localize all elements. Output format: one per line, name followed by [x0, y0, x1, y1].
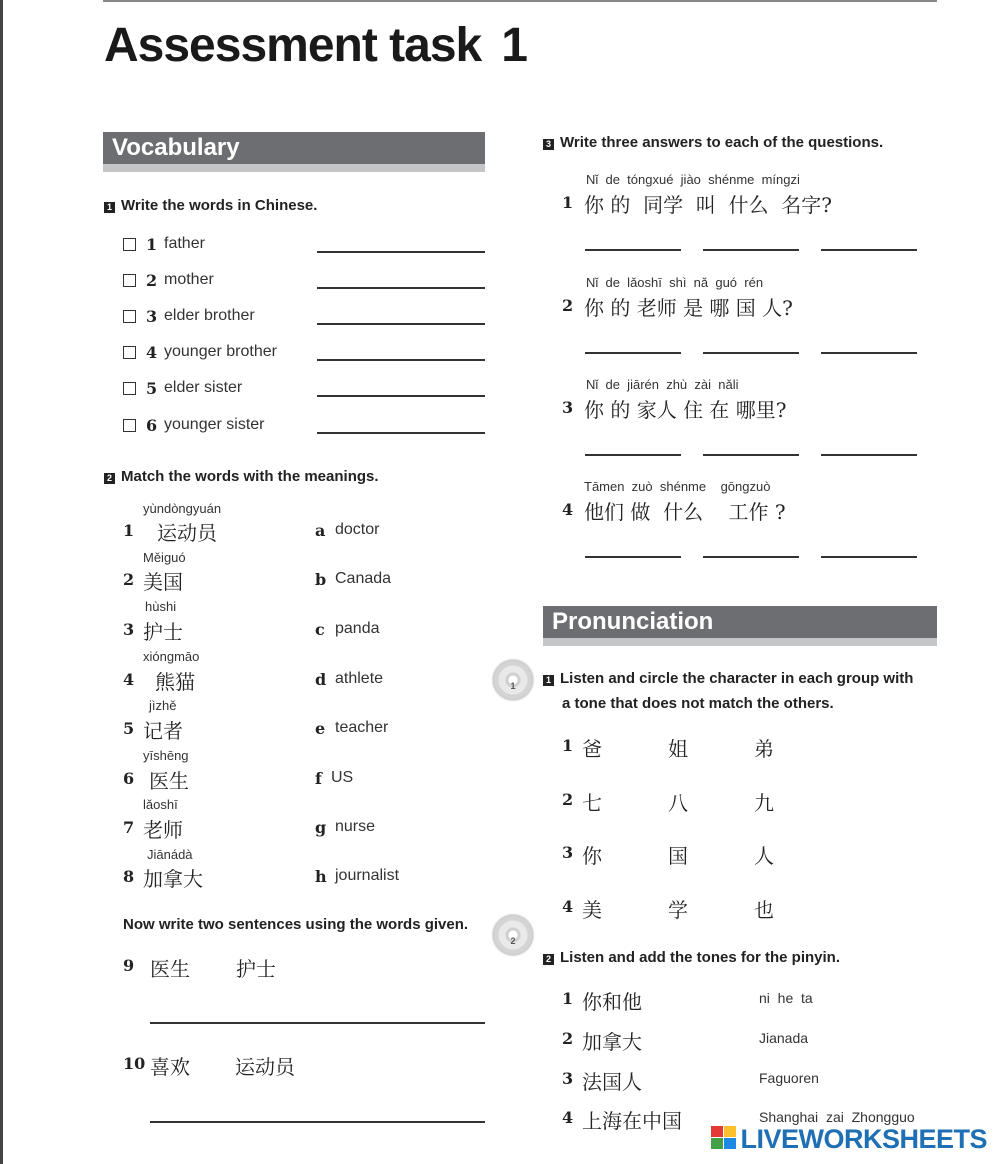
answer-line[interactable]: [703, 556, 799, 558]
character[interactable]: 七: [582, 791, 602, 815]
pinyin-field[interactable]: Jianada: [759, 1030, 809, 1046]
chinese-word: 加拿大: [582, 1030, 642, 1054]
answer-line[interactable]: [317, 323, 485, 325]
meaning[interactable]: Canada: [335, 570, 392, 587]
chinese-word: 上海在中国: [582, 1109, 682, 1133]
english-word: father: [164, 235, 205, 252]
chinese-word: 护士: [143, 620, 183, 644]
answer-line[interactable]: [703, 454, 799, 456]
chinese-word: 你和他: [582, 990, 642, 1014]
pinyin-field[interactable]: Faguoren: [759, 1070, 819, 1086]
answer-line[interactable]: [821, 352, 917, 354]
meaning[interactable]: athlete: [335, 670, 384, 687]
pronunciation-heading: Pronunciation: [543, 606, 937, 638]
page-edge-rule: [0, 0, 3, 1164]
character[interactable]: 人: [754, 844, 774, 868]
chinese-word: 医生: [149, 769, 189, 793]
page-title-text: Assessment task: [104, 19, 482, 72]
pinyin: Nǐ de lǎoshī shì nǎ guó rén: [586, 275, 764, 290]
answer-line[interactable]: [317, 395, 485, 397]
answer-line[interactable]: [703, 352, 799, 354]
pinyin: Nǐ de jiārén zhù zài nǎli: [586, 377, 739, 392]
checkbox[interactable]: [123, 274, 136, 287]
english-word: elder brother: [164, 307, 255, 324]
pron-q1-instruction: 1 Listen and circle the character in each group with: [543, 670, 913, 687]
pinyin: Nǐ de tóngxué jiào shénme míngzi: [586, 172, 800, 187]
english-word: elder sister: [164, 379, 243, 396]
answer-line[interactable]: [703, 249, 799, 251]
meaning[interactable]: teacher: [335, 719, 389, 736]
q3-instruction: 3 Write three answers to each of the questions.: [543, 134, 883, 151]
chinese-question: 你 的 老师 是 哪 国 人?: [584, 296, 793, 320]
task-number: 1: [501, 19, 527, 72]
pinyin: yùndòngyuán: [143, 501, 222, 516]
chinese-question: 他们 做 什么 工作 ?: [584, 500, 786, 524]
pinyin: yīshēng: [143, 748, 189, 763]
meaning[interactable]: US: [331, 769, 354, 786]
character[interactable]: 爸: [582, 737, 602, 761]
answer-line[interactable]: [585, 249, 681, 251]
answer-line[interactable]: [317, 359, 485, 361]
chinese-word: 加拿大: [143, 867, 203, 891]
meaning[interactable]: journalist: [335, 867, 400, 884]
meaning[interactable]: panda: [335, 620, 380, 637]
english-word: younger sister: [164, 416, 265, 433]
pron-q1-instruction-line2: a tone that does not match the others.: [562, 695, 834, 712]
pinyin-field[interactable]: Shanghai zai Zhongguo: [759, 1109, 915, 1125]
q2-instruction: 2 Match the words with the meanings.: [104, 468, 379, 485]
audio-track-2-icon[interactable]: 2: [493, 915, 533, 955]
character[interactable]: 弟: [754, 737, 774, 761]
answer-line[interactable]: [317, 432, 485, 434]
pinyin: xióngmāo: [143, 649, 200, 664]
answer-line[interactable]: [585, 556, 681, 558]
character[interactable]: 学: [668, 898, 688, 922]
english-word: mother: [164, 271, 214, 288]
answer-line[interactable]: [585, 454, 681, 456]
pinyin: hùshi: [145, 599, 177, 614]
pinyin: Jiānádà: [147, 847, 193, 862]
character[interactable]: 国: [668, 844, 688, 868]
chinese-question: 你 的 同学 叫 什么 名字?: [584, 193, 832, 217]
checkbox[interactable]: [123, 238, 136, 251]
character[interactable]: 九: [754, 791, 774, 815]
chinese-word: 运动员: [157, 521, 217, 545]
answer-line[interactable]: [821, 454, 917, 456]
sentence-9-line[interactable]: [150, 1022, 485, 1024]
character[interactable]: 美: [582, 898, 602, 922]
top-rule: [103, 0, 937, 2]
chinese-word: 记者: [143, 719, 183, 743]
vocabulary-heading: Vocabulary: [103, 132, 485, 164]
answer-line[interactable]: [585, 352, 681, 354]
q1-instruction: 1 Write the words in Chinese.: [104, 197, 317, 214]
answer-line[interactable]: [317, 287, 485, 289]
chinese-word: 美国: [143, 570, 183, 594]
chinese-word: 熊猫: [155, 670, 195, 694]
now-write-instruction: Now write two sentences using the words given.: [123, 916, 469, 933]
pinyin: Tāmen zuò shénme gōngzuò: [584, 479, 771, 494]
pronunciation-banner: [543, 606, 937, 646]
page-title: [104, 18, 527, 73]
english-word: younger brother: [164, 343, 277, 360]
character[interactable]: 姐: [668, 737, 688, 761]
pinyin: jìzhě: [149, 698, 177, 713]
sentence-10-line[interactable]: [150, 1121, 485, 1123]
pron-q2-instruction: 2 Listen and add the tones for the pinyin.: [543, 949, 840, 966]
liveworksheets-watermark: LIVEWORKSHEETS: [711, 1124, 987, 1155]
checkbox[interactable]: [123, 382, 136, 395]
meaning[interactable]: nurse: [335, 818, 376, 835]
checkbox[interactable]: [123, 346, 136, 359]
pinyin: lǎoshī: [143, 797, 178, 812]
answer-line[interactable]: [821, 249, 917, 251]
character[interactable]: 八: [668, 791, 688, 815]
pinyin-field[interactable]: ni he ta: [759, 990, 813, 1006]
character[interactable]: 也: [754, 898, 774, 922]
vocabulary-banner: [103, 132, 485, 172]
answer-line[interactable]: [821, 556, 917, 558]
meaning[interactable]: doctor: [335, 521, 380, 538]
liveworksheets-logo-icon: [711, 1126, 737, 1150]
chinese-word: 老师: [143, 818, 183, 842]
checkbox[interactable]: [123, 310, 136, 323]
pinyin: Měiguó: [143, 550, 186, 565]
chinese-word: 法国人: [582, 1070, 642, 1094]
checkbox[interactable]: [123, 419, 136, 432]
audio-track-1-icon[interactable]: 1: [493, 660, 533, 700]
answer-line[interactable]: [317, 251, 485, 253]
character[interactable]: 你: [582, 844, 602, 868]
chinese-question: 你 的 家人 住 在 哪里?: [584, 398, 787, 422]
